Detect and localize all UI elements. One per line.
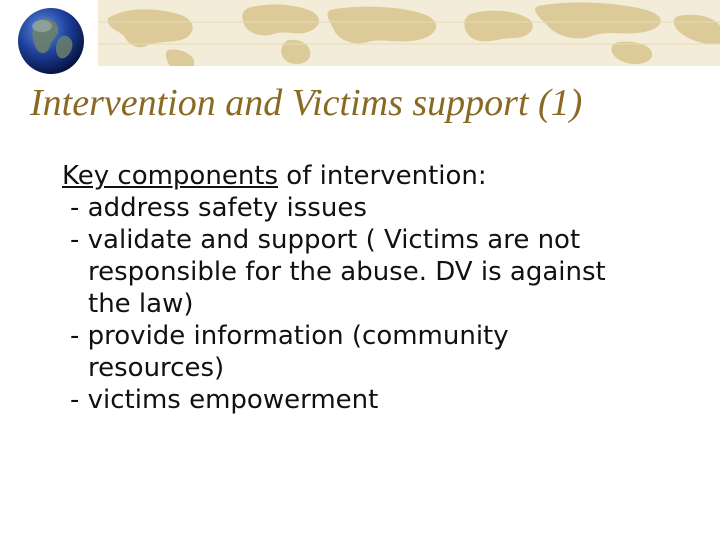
bullet-line: - validate and support ( Victims are not [70,225,581,255]
slide-title: Intervention and Victims support (1) [30,82,583,124]
intro-line [62,160,702,192]
globe-icon [16,6,86,76]
bullet-continuation: responsible for the abuse. DV is against [88,257,606,287]
bullet-line: - provide information (community [70,321,509,351]
world-map-decoration [98,0,720,66]
intro-rest: of intervention: [278,161,487,191]
bullet-line: - address safety issues [70,193,367,223]
slide-body [62,160,702,416]
bullet-continuation: the law) [88,289,194,319]
intro-underlined: Key components [62,161,279,191]
bullet-continuation: resources) [88,353,225,383]
bullet-line: - victims empowerment [70,385,379,415]
